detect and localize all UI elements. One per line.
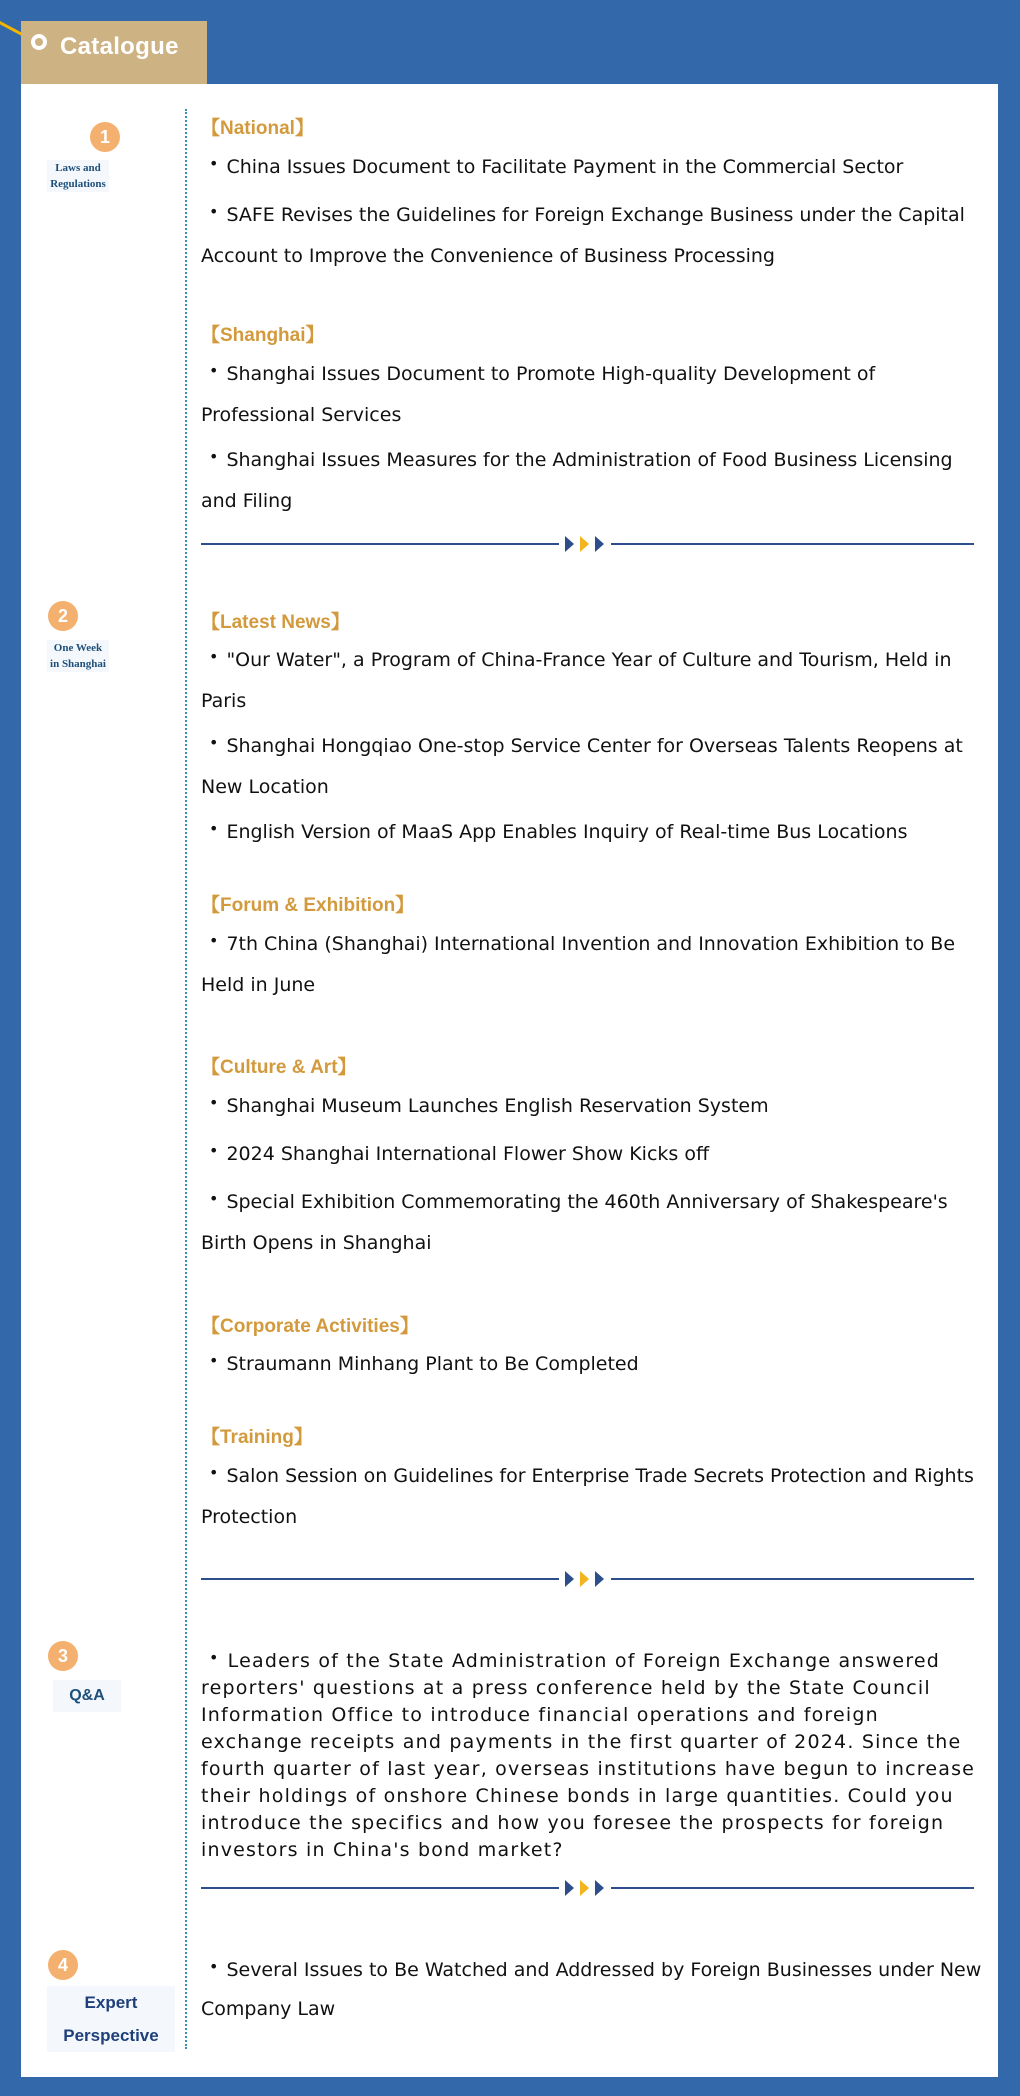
- triple-arrow-icon: [565, 1880, 605, 1896]
- catalogue-item-link[interactable]: • Special Exhibition Commemorating the 460th Anniversary of Shakespeare's Birth Opens in Shanghai: [201, 1189, 948, 1254]
- section-separator: [201, 1571, 974, 1587]
- section-label-line: Q&A: [69, 1687, 105, 1704]
- bullet: •: [209, 1351, 219, 1370]
- bullet: •: [209, 1141, 219, 1160]
- bullet: •: [209, 447, 219, 466]
- catalogue-item-link[interactable]: • English Version of MaaS App Enables Inquiry of Real-time Bus Locations: [209, 819, 908, 843]
- page-title: Catalogue: [60, 33, 179, 60]
- category-heading: 【Corporate Activities】: [201, 1316, 419, 1337]
- bullet: •: [209, 1957, 219, 1976]
- catalogue-item-link[interactable]: • "Our Water", a Program of China-France Year of Culture and Tourism, Held in Paris: [201, 647, 952, 712]
- category-heading: 【Forum & Exhibition】: [201, 895, 415, 916]
- bullet: •: [209, 819, 219, 838]
- qa-item-link[interactable]: • Leaders of the State Administration of Foreign Exchange answered reporters' questions at a press conference held by the State Council Information Office to introduce financial operations and foreign exchange receipts and payments in the first quarter of 2024. Since the fourth quarter of last year, overseas institutions have begun to increase their holdings of onshore Chinese bonds in large quantities. Could you introduce the specifics and how you foresee the prospects for foreign investors in China's bond market?: [201, 1648, 976, 1861]
- section-separator: [201, 536, 974, 552]
- bullet: •: [209, 154, 219, 173]
- catalogue-panel: [21, 84, 998, 2077]
- bullet: •: [209, 647, 219, 666]
- category-heading: 【Culture & Art】: [201, 1057, 357, 1078]
- section-label-line: Perspective: [63, 2026, 159, 2045]
- catalogue-item-link[interactable]: • Shanghai Hongqiao One-stop Service Center for Overseas Talents Reopens at New Location: [201, 733, 963, 798]
- section-number-badge: 2: [48, 601, 78, 631]
- catalogue-item-link[interactable]: • Straumann Minhang Plant to Be Completed: [209, 1351, 639, 1375]
- section-label-line: Laws and: [55, 162, 101, 174]
- bullet: •: [209, 1463, 219, 1482]
- catalogue-item-link[interactable]: • China Issues Document to Facilitate Payment in the Commercial Sector: [209, 154, 904, 178]
- section-number-badge: 1: [90, 122, 120, 152]
- section-label-one-week: [47, 640, 109, 672]
- catalogue-item-link[interactable]: • Shanghai Issues Measures for the Administration of Food Business Licensing and Filing: [201, 447, 953, 512]
- bullet: •: [209, 1648, 220, 1667]
- category-heading: 【Latest News】: [201, 612, 350, 633]
- bullet-circle-icon: [31, 34, 47, 50]
- catalogue-item-link[interactable]: • Shanghai Issues Document to Promote High-quality Development of Professional Services: [201, 361, 876, 426]
- bullet: •: [209, 202, 219, 221]
- bullet: •: [209, 931, 219, 950]
- bullet: •: [209, 361, 219, 380]
- section-label-line: Regulations: [50, 178, 106, 190]
- section-number-badge: 4: [48, 1950, 78, 1980]
- bullet: •: [209, 1189, 219, 1208]
- section-label-line: in Shanghai: [50, 658, 106, 670]
- section-separator: [201, 1880, 974, 1896]
- vertical-dotted-divider: [185, 109, 187, 2049]
- section-label-qa: [53, 1680, 121, 1712]
- triple-arrow-icon: [565, 1571, 605, 1587]
- catalogue-item-link[interactable]: • 2024 Shanghai International Flower Show Kicks off: [209, 1141, 710, 1165]
- section-label-line: Expert: [84, 1993, 138, 2012]
- triple-arrow-icon: [565, 536, 605, 552]
- bullet: •: [209, 1093, 219, 1112]
- category-heading: 【Training】: [201, 1427, 313, 1448]
- category-heading: 【National】: [201, 118, 314, 139]
- category-heading: 【Shanghai】: [201, 325, 325, 346]
- catalogue-item-link[interactable]: • Several Issues to Be Watched and Addressed by Foreign Businesses under New Company Law: [201, 1957, 982, 2020]
- catalogue-item-link[interactable]: • Salon Session on Guidelines for Enterprise Trade Secrets Protection and Rights Protection: [201, 1463, 974, 1528]
- section-label-expert: [47, 1986, 175, 2052]
- catalogue-item-link[interactable]: • SAFE Revises the Guidelines for Foreign Exchange Business under the Capital Account to Improve the Convenience of Business Processing: [201, 202, 965, 267]
- section-label-line: One Week: [53, 642, 103, 654]
- bullet: •: [209, 733, 219, 752]
- section-label-laws: [47, 160, 109, 192]
- catalogue-item-link[interactable]: • Shanghai Museum Launches English Reservation System: [209, 1093, 769, 1117]
- section-number-badge: 3: [48, 1641, 78, 1671]
- catalogue-item-link[interactable]: • 7th China (Shanghai) International Invention and Innovation Exhibition to Be Held in June: [201, 931, 956, 996]
